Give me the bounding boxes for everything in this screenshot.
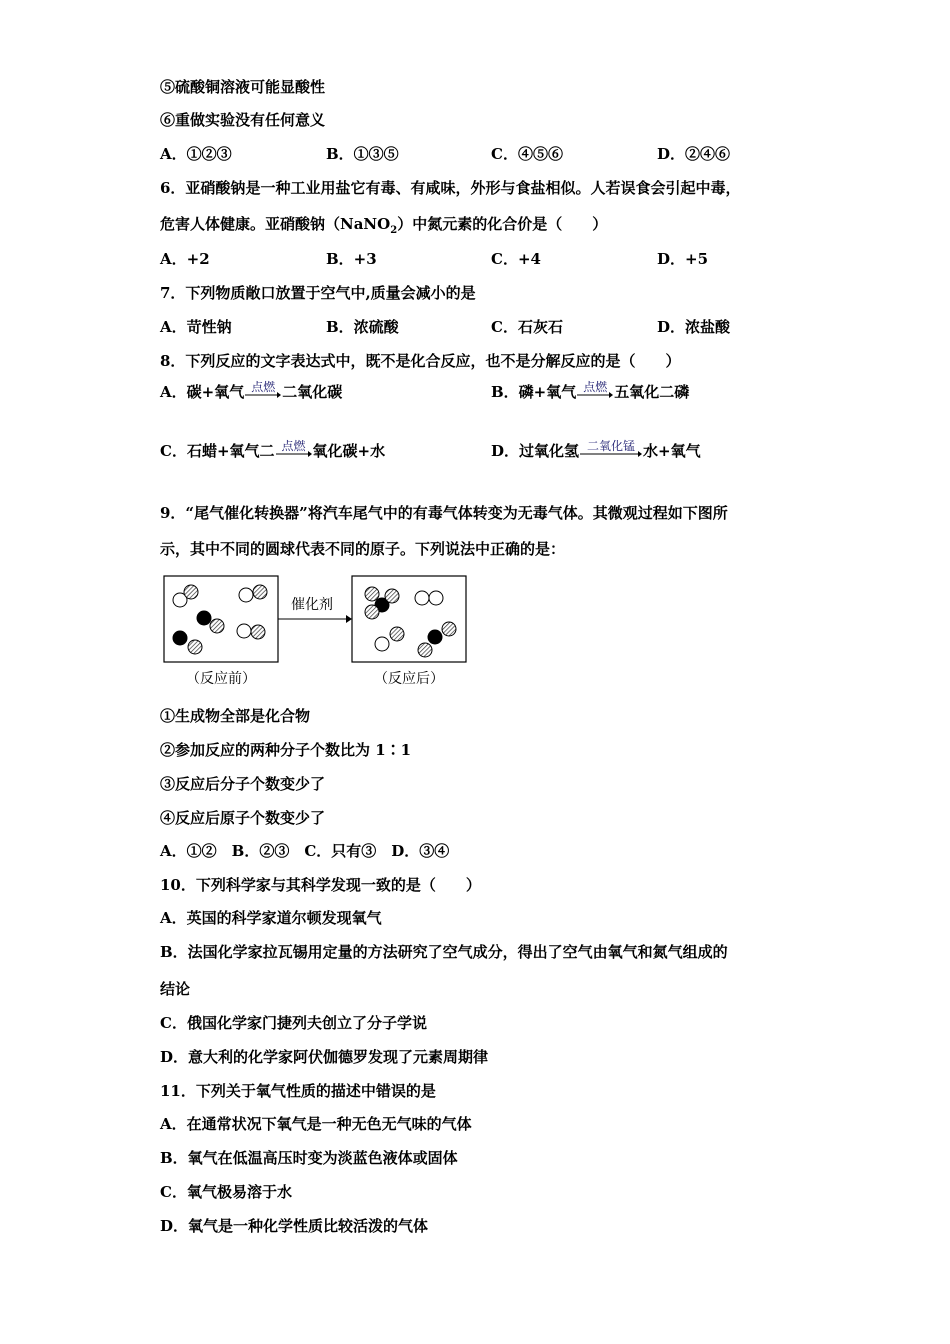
q7-option-d: D．浓盐酸 xyxy=(657,318,731,336)
q6-option-b: B．+3 xyxy=(326,250,377,268)
q6-stem-line2: 危害人体健康。亚硝酸钠（NaNO$_2$）中氮元素的化合价是（ ） xyxy=(160,215,608,236)
q6-option-a: A．+2 xyxy=(160,250,210,268)
q9-statement-2: ②参加反应的两种分子个数比为 1∶1 xyxy=(160,741,412,759)
q9-stem-line1: 9．“尾气催化转换器”将汽车尾气中的有毒气体转变为无毒气体。其微观过程如下图所 xyxy=(160,504,728,522)
q5-statement-6: ⑥重做实验没有任何意义 xyxy=(160,111,326,129)
q11-option-a: A．在通常状况下氧气是一种无色无气味的气体 xyxy=(160,1115,472,1133)
q5-option-a: A．①②③ xyxy=(160,145,232,163)
q8-stem: 8．下列反应的文字表达式中，既不是化合反应，也不是分解反应的是（ ） xyxy=(160,352,681,370)
q6-option-c: C．+4 xyxy=(491,250,541,268)
q10-option-a: A．英国的科学家道尔顿发现氧气 xyxy=(160,909,382,927)
reaction-arrow: 点燃 xyxy=(276,439,312,461)
q8-option-a: A．碳+氧气 点燃 二氧化碳 xyxy=(160,380,343,401)
before-caption: （反应前） xyxy=(186,671,256,687)
reaction-diagram xyxy=(160,568,480,693)
reaction-arrow: 点燃 xyxy=(577,380,613,402)
q5-option-b: B．①③⑤ xyxy=(326,145,399,163)
q5-option-c: C．④⑤⑥ xyxy=(491,145,563,163)
q7-option-c: C．石灰石 xyxy=(491,318,563,336)
q10-stem: 10．下列科学家与其科学发现一致的是（ ） xyxy=(160,876,481,894)
q9-statement-1: ①生成物全部是化合物 xyxy=(160,707,311,725)
q10-option-d: D．意大利的化学家阿伏伽德罗发现了元素周期律 xyxy=(160,1048,489,1066)
q7-stem: 7．下列物质敞口放置于空气中,质量会减小的是 xyxy=(160,284,476,302)
q8-option-d: D．过氧化氢 二氧化锰 水+氧气 xyxy=(491,439,701,460)
q9-statement-4: ④反应后原子个数变少了 xyxy=(160,809,326,827)
q10-option-b-line1: B．法国化学家拉瓦锡用定量的方法研究了空气成分，得出了空气由氧气和氮气组成的 xyxy=(160,943,728,961)
catalyst-label: 催化剂 xyxy=(291,597,333,613)
q7-option-a: A．苛性钠 xyxy=(160,318,232,336)
q6-stem-line1: 6．亚硝酸钠是一种工业用盐它有毒、有咸味，外形与食盐相似。人若误食会引起中毒， xyxy=(160,179,741,197)
reaction-arrow: 点燃 xyxy=(245,380,281,402)
q9-options: A．①② B．②③ C．只有③ D．③④ xyxy=(160,842,450,860)
q10-option-b-line2: 结论 xyxy=(160,980,191,998)
q5-statement-5: ⑤硫酸铜溶液可能显酸性 xyxy=(160,78,326,96)
q9-stem-line2: 示，其中不同的圆球代表不同的原子。下列说法中正确的是： xyxy=(160,540,566,558)
q5-option-d: D．②④⑥ xyxy=(657,145,731,163)
q8-option-b: B．磷+氧气 点燃 五氧化二磷 xyxy=(491,380,690,401)
q9-statement-3: ③反应后分子个数变少了 xyxy=(160,775,326,793)
q11-stem: 11．下列关于氧气性质的描述中错误的是 xyxy=(160,1082,436,1100)
q6-option-d: D．+5 xyxy=(657,250,709,268)
after-caption: （反应后） xyxy=(374,671,444,687)
q7-option-b: B．浓硫酸 xyxy=(326,318,399,336)
q11-option-d: D．氧气是一种化学性质比较活泼的气体 xyxy=(160,1217,429,1235)
q8-option-c: C．石蜡+氧气二 点燃 氧化碳+水 xyxy=(160,439,386,460)
q11-option-c: C．氧气极易溶于水 xyxy=(160,1183,292,1201)
reaction-arrow: 二氧化锰 xyxy=(580,439,642,461)
q10-option-c: C．俄国化学家门捷列夫创立了分子学说 xyxy=(160,1014,427,1032)
q11-option-b: B．氧气在低温高压时变为淡蓝色液体或固体 xyxy=(160,1149,458,1167)
